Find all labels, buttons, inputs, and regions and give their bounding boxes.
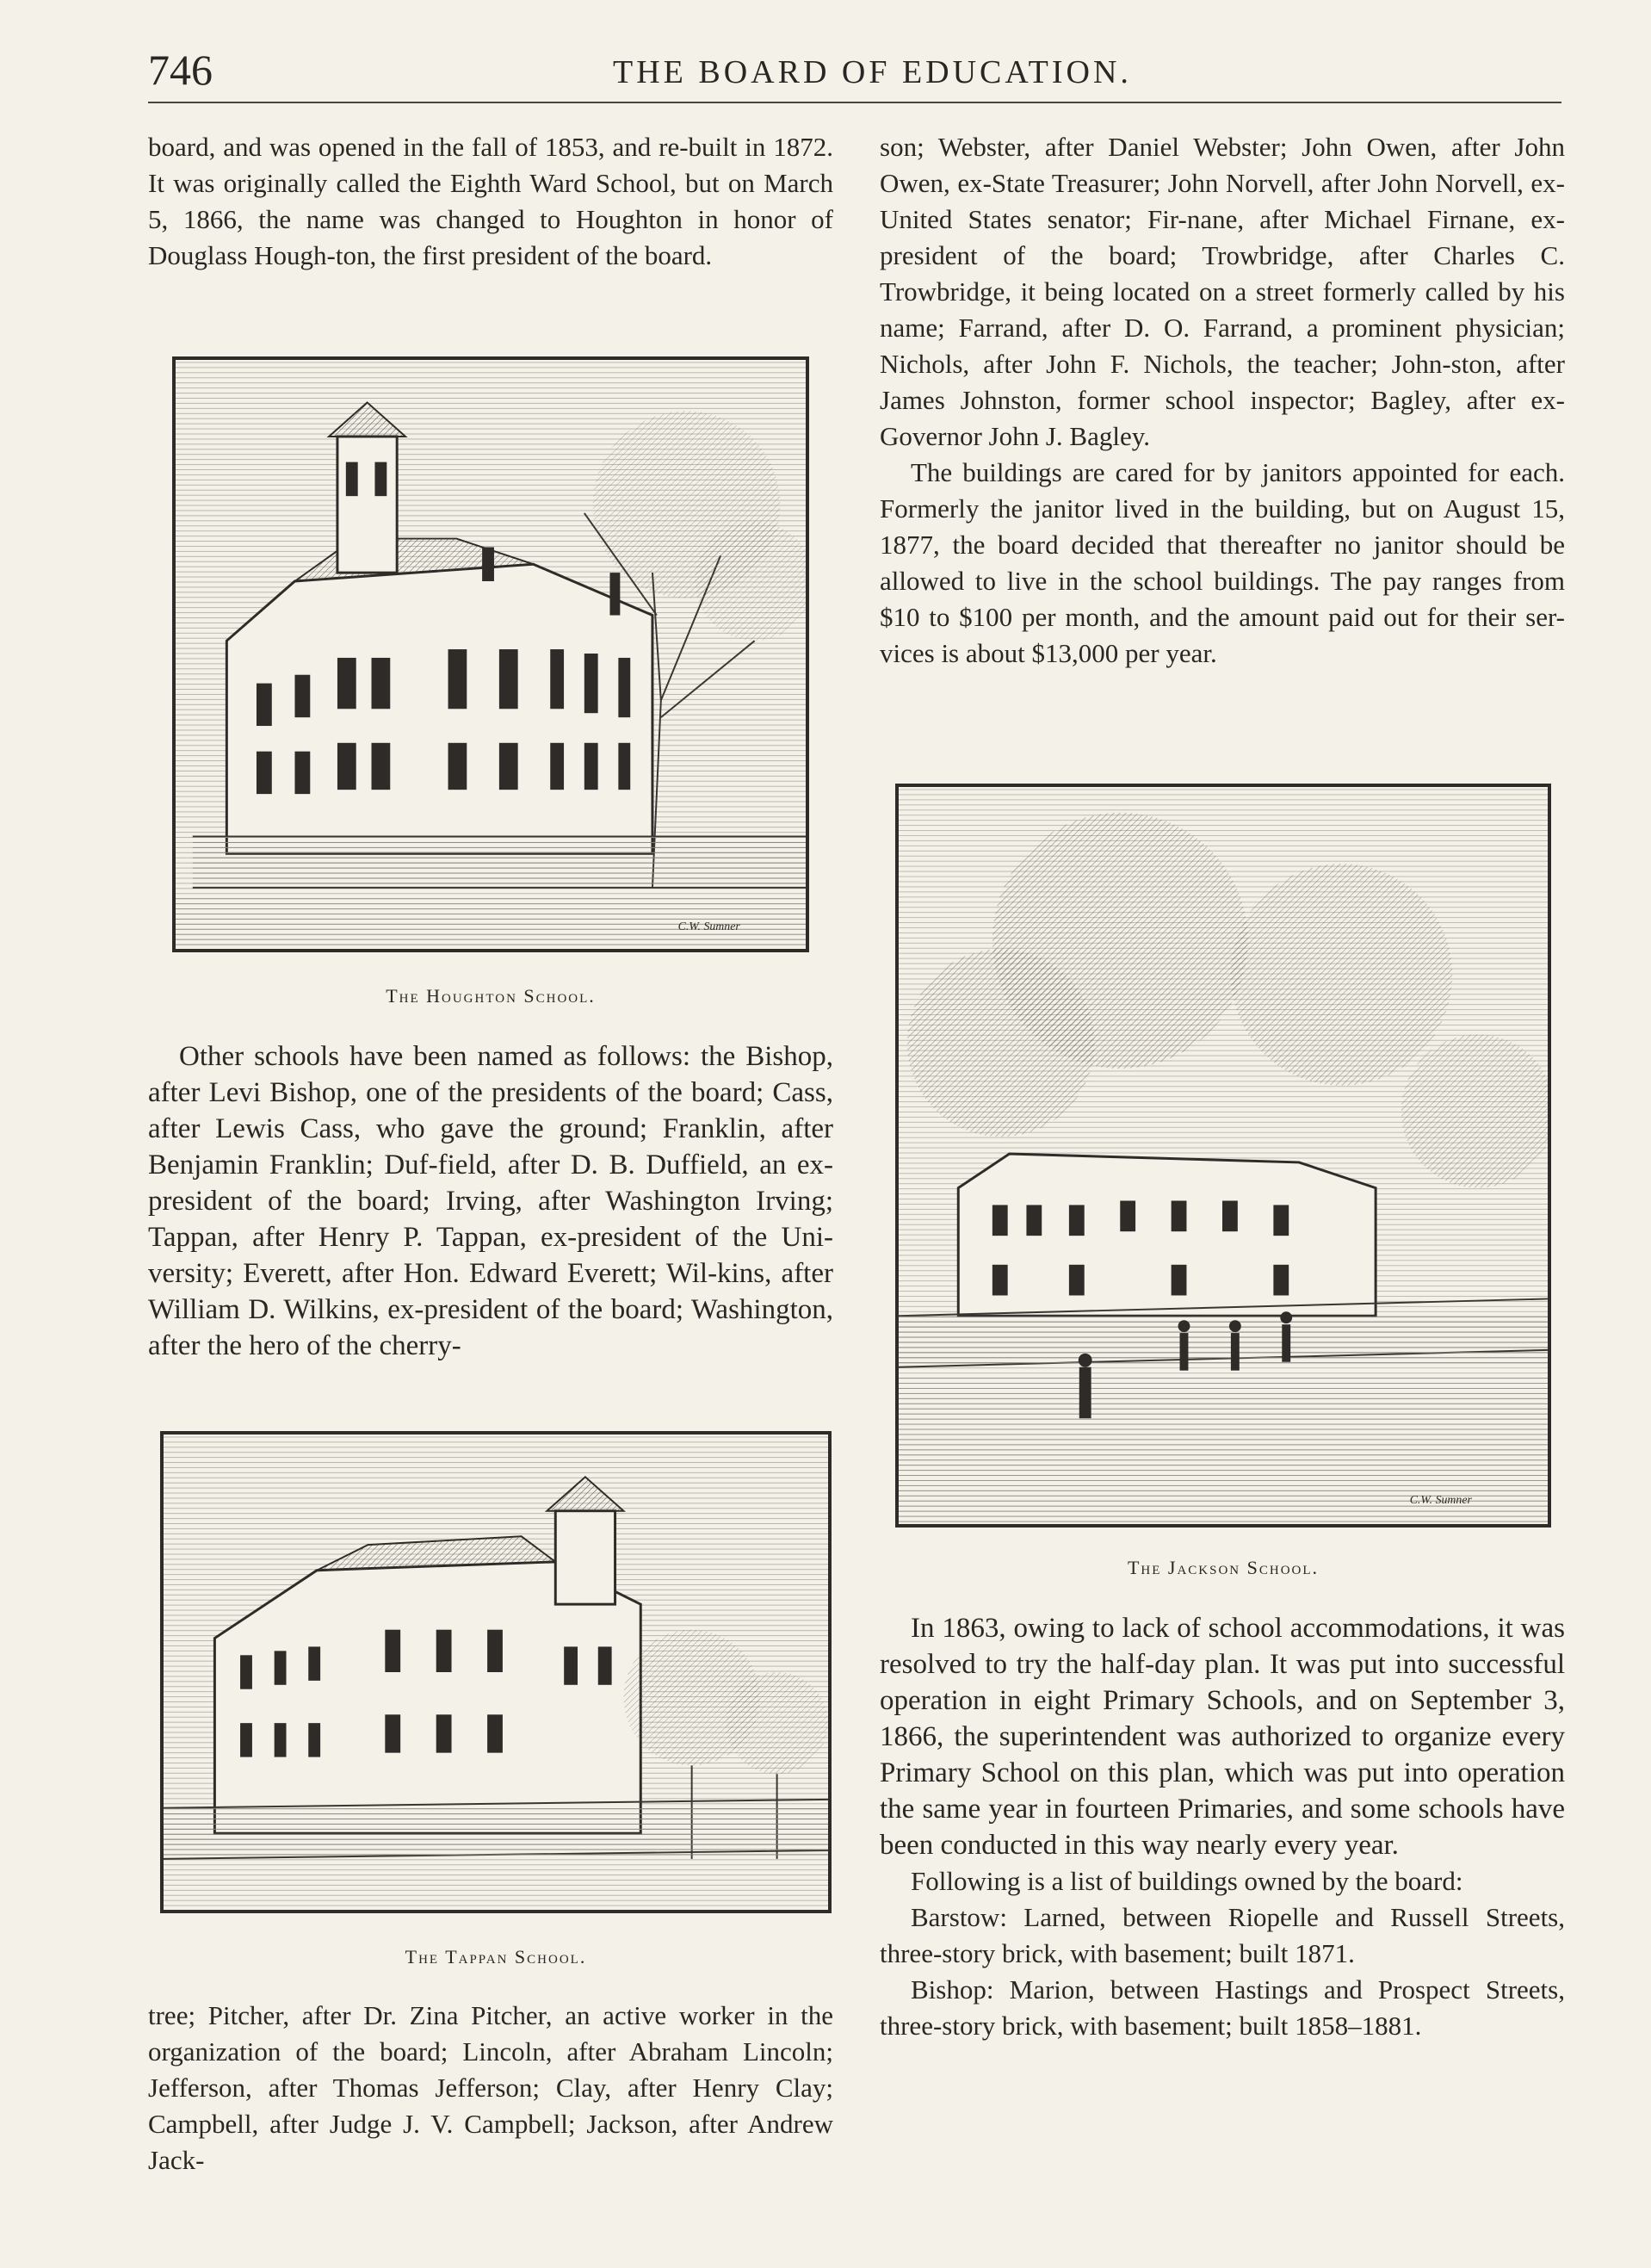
jackson-caption: The Jackson School.	[1127, 1557, 1320, 1578]
header-rule	[148, 102, 1561, 103]
jackson-school-illustration	[895, 784, 1551, 1527]
tappan-school-illustration	[160, 1431, 832, 1913]
tappan-caption: The Tappan School.	[405, 1946, 587, 1967]
houghton-school-illustration	[172, 356, 809, 952]
page-number: 746	[148, 46, 213, 94]
left-col-paragraph-2: Other schools have been named as follows: the Bishop, after Levi Bishop, one of the presidents of the board; Cass, after Lewis Cass, who gave the ground; Franklin, after Benjamin Franklin; Duf-field, after D. B. Duffield, an ex-president of the board; Irving, after Washington Irving; Tappan, after Henry P. Tappan, ex-president of the Uni-versity; Everett, after Hon. Edward Everett; Wil-kins, after William D. Wilkins, ex-president of the board; Washington, after the hero of the cherry-	[148, 1041, 833, 1361]
left-col-paragraph-1: board, and was opened in the fall of 1853, and re-built in 1872. It was originally called the Eighth Ward School, but on March 5, 1866, the name was changed to Houghton in honor of Douglass Hough-ton, the first president of the board.	[148, 132, 833, 270]
right-col-paragraph-2: In 1863, owing to lack of school accommodations, it was resolved to try the half-day plan. It was put into successful operation in eight Primary Schools, and on September 3, 1866, the superintendent was authorized to organize every Primary School on this plan, which was put into operation the same year in fourteen Primaries, and some schools have been conducted in this way nearly every year. Following is a list of buildings owned by the board: Barstow: Larned, between Riopelle and Russell Streets, three-story brick, with basement; built 1871. Bishop: Marion, between Hastings and Prospect Streets, three-story brick, with basement; built 1858–1881.	[880, 1613, 1565, 2041]
houghton-signature: C.W. Sumner	[677, 920, 740, 933]
right-col-paragraph-1: son; Webster, after Daniel Webster; John Owen, after John Owen, ex-State Treasurer; John Norvell, after John Norvell, ex-United States senator; Fir-nane, after Michael Firnane, ex-president of the board; Trowbridge, after Charles C. Trowbridge, it being located on a street formerly called by his name; Farrand, after D. O. Farrand, a prominent physician; Nichols, after John F. Nichols, the teacher; John-ston, after James Johnston, former school inspector; Bagley, after ex-Governor John J. Bagley. The buildings are cared for by janitors appointed for each. Formerly the janitor lived in the building, but on August 15, 1877, the board decided that thereafter no janitor should be allowed to live in the school buildings. The pay ranges from $10 to $100 per month, and the amount paid out for their ser-vices is about $13,000 per year.	[880, 132, 1565, 668]
left-col-paragraph-3: tree; Pitcher, after Dr. Zina Pitcher, an active worker in the organization of the board; Lincoln, after Abraham Lincoln; Jefferson, after Thomas Jefferson; Clay, after Henry Clay; Campbell, after Judge J. V. Campbell; Jackson, after Andrew Jack-	[148, 2000, 833, 2175]
page-header	[148, 45, 1561, 100]
houghton-caption: The Houghton School.	[386, 985, 596, 1007]
running-title: THE BOARD OF EDUCATION.	[613, 54, 1132, 90]
jackson-signature: C.W. Sumner	[1409, 1493, 1472, 1507]
